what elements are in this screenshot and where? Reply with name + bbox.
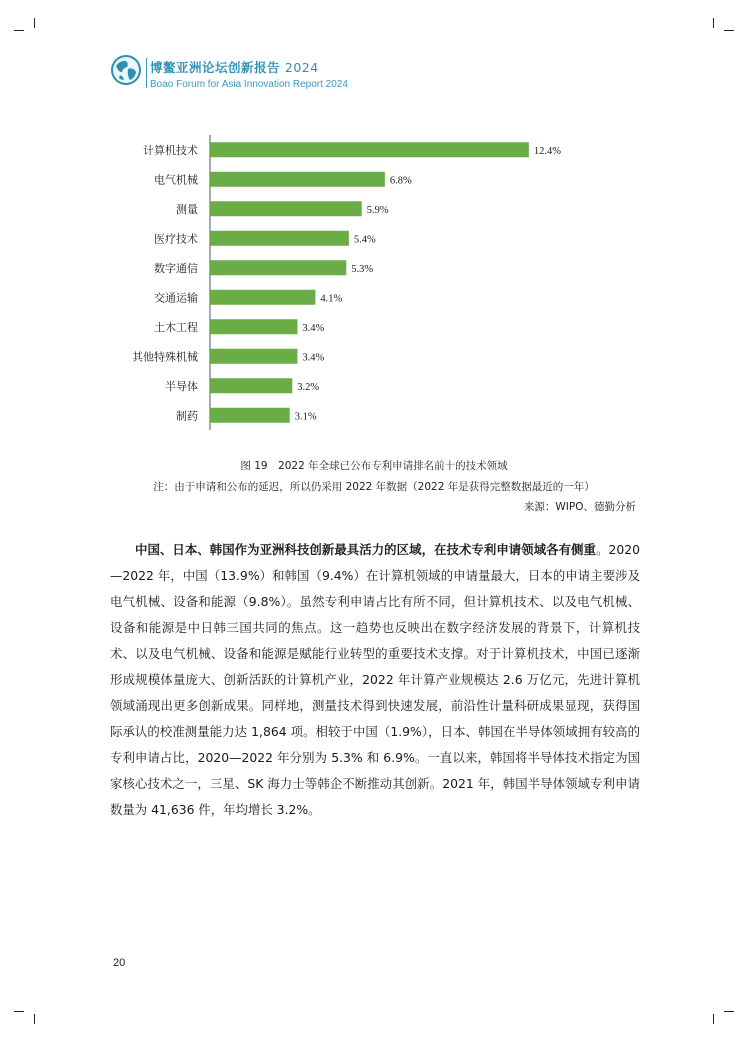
category-label: 计算机技术 xyxy=(143,143,198,157)
running-header xyxy=(150,58,348,90)
data-label: 4.1% xyxy=(320,293,343,305)
crop-mark-top-right xyxy=(713,18,714,28)
bar xyxy=(210,201,362,216)
body-lead-bold: 中国、日本、韩国作为亚洲科技创新最具活力的区域，在技术专利申请领域各有侧重 xyxy=(135,542,596,557)
data-label: 3.4% xyxy=(302,352,325,364)
figure-caption: 图 19 2022 年全球已公布专利申请排名前十的技术领域 xyxy=(240,460,508,472)
category-label: 电气机械 xyxy=(154,173,198,187)
body-paragraph xyxy=(110,537,640,823)
data-label: 12.4% xyxy=(533,145,561,157)
header-divider xyxy=(146,58,147,88)
category-label: 数字通信 xyxy=(154,261,198,275)
category-label: 其他特殊机械 xyxy=(132,350,198,364)
bar-chart xyxy=(100,130,660,435)
figure-source: 来源：WIPO、德勤分析 xyxy=(523,501,636,513)
bar xyxy=(210,142,529,157)
bar xyxy=(210,290,315,305)
bar xyxy=(210,408,290,423)
category-label: 半导体 xyxy=(165,379,198,393)
header-title-en: Boao Forum for Asia Innovation Report 2024 xyxy=(150,79,348,90)
crop-mark-bottom-right xyxy=(713,1014,714,1024)
category-label: 制药 xyxy=(176,409,198,423)
crop-mark-bottom-left xyxy=(14,1011,24,1012)
bar xyxy=(210,172,385,187)
bar xyxy=(210,319,297,334)
crop-mark-top-right xyxy=(724,30,734,31)
bar xyxy=(210,260,346,275)
data-label: 6.8% xyxy=(389,175,412,187)
crop-mark-bottom-left xyxy=(34,1014,35,1024)
data-label: 5.9% xyxy=(366,204,389,216)
globe-logo-icon xyxy=(110,54,142,86)
data-label: 3.1% xyxy=(294,411,317,423)
bar xyxy=(210,231,349,246)
crop-mark-bottom-right xyxy=(724,1011,734,1012)
body-rest: 。2020—2022 年，中国（13.9%）和韩国（9.4%）在计算机领域的申请量最大，日本的申请主要涉及电气机械、设备和能源（9.8%）。虽然专利申请占比有所不同，但计算机技术、以及电气机械、设备和能源是中日韩三国共同的焦点。这一趋势也反映出在数字经济发展的背景下，计算机技术、以及电气机械、设备和能源是赋能行业转型的重要技术支撑。对于计算机技术，中国已逐渐形成规模体量庞大、创新活跃的计算机产业，2022 年计算产业规模达 2.6 万亿元，先进计算机领域涌现出更多创新成果。同样地，测量技术得到快速发展，前沿性计量科研成果显现，获得国际承认的校准测量能力达 1,864 项。相较于中国（1.9%），日本、韩国在半导体领域拥有较高的专利申请占比，2020—2022 年分别为 5.3% 和 6.9%。一直以来，韩国将半导体技术指定为国家核心技术之一，三星、SK 海力士等韩企不断推动其创新。2021 年，韩国半导体领域专利申请数量为 41,636 件，年均增长 3.2%。 xyxy=(110,542,640,817)
category-label: 交通运输 xyxy=(154,291,198,305)
figure-note: 注：由于申请和公布的延迟，所以仍采用 2022 年数据（2022 年是获得完整数据最近的一年） xyxy=(153,481,595,493)
data-label: 5.4% xyxy=(353,234,376,246)
crop-mark-top-left xyxy=(34,18,35,28)
page-number: 20 xyxy=(113,957,126,969)
bar xyxy=(210,378,292,393)
category-label: 医疗技术 xyxy=(154,232,198,246)
category-label: 测量 xyxy=(176,202,198,216)
data-label: 3.2% xyxy=(297,381,320,393)
bar xyxy=(210,349,297,364)
data-label: 3.4% xyxy=(302,322,325,334)
crop-mark-top-left xyxy=(14,30,24,31)
category-label: 土木工程 xyxy=(154,320,198,334)
header-title-cn: 博鳌亚洲论坛创新报告 2024 xyxy=(150,60,319,75)
data-label: 5.3% xyxy=(351,263,374,275)
